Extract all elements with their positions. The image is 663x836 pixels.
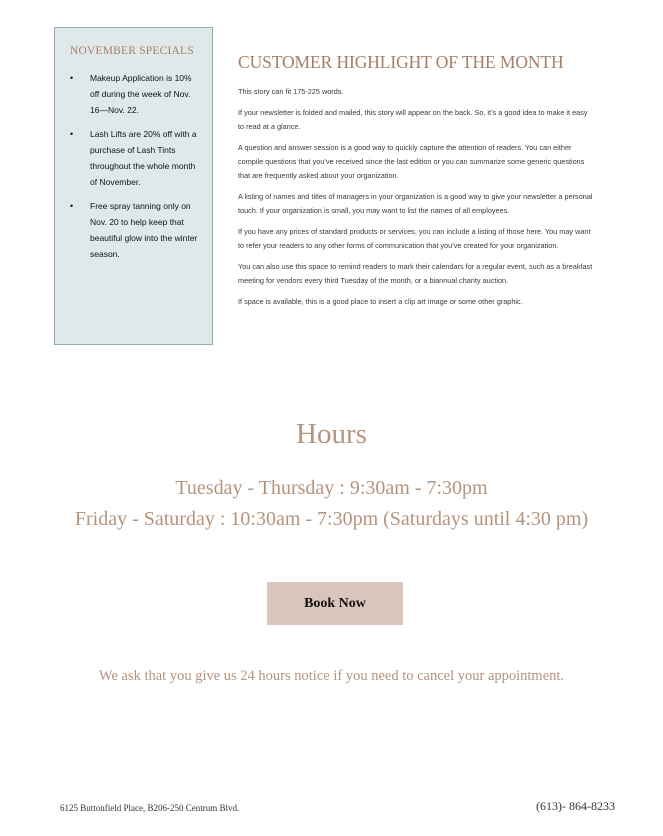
article-paragraph: If space is available, this is a good place to insert a clip art image or some other graphic.: [238, 297, 523, 306]
bullet-icon: •: [70, 129, 74, 139]
specials-title: NOVEMBER SPECIALS: [70, 45, 194, 57]
footer-phone: (613)- 864-8233: [536, 799, 615, 813]
article-paragraph: This story can fit 175-225 words.: [238, 87, 344, 96]
november-specials-box: [54, 27, 213, 345]
hours-weekday-line: Tuesday - Thursday : 9:30am - 7:30pm: [175, 477, 488, 499]
specials-item-text: Makeup Application is 10% off during the week of Nov. 16—Nov. 22.: [90, 73, 192, 115]
bullet-icon: •: [70, 201, 74, 211]
bullet-icon: •: [70, 73, 74, 83]
hours-weekend-line: Friday - Saturday : 10:30am - 7:30pm (Saturdays until 4:30 pm): [74, 508, 589, 530]
specials-item-text: Free spray tanning only on Nov. 20 to help keep that beautiful glow into the winter season.: [90, 201, 198, 259]
article-paragraph: If your newsletter is folded and mailed, this story will appear on the back. So, it’s a good idea to make it easy to read at a glance.: [238, 108, 588, 131]
article-paragraph: A listing of names and titles of managers in your organization is a good way to give your newsletter a personal touch. If your organization is small, you may want to list the names of all employees.: [238, 192, 593, 215]
book-now-button[interactable]: Book Now: [267, 582, 403, 625]
cancellation-notice: We ask that you give us 24 hours notice if you need to cancel your appointment.: [98, 668, 565, 684]
article-paragraph: A question and answer session is a good way to quickly capture the attention of readers. You can either compile questions that you’ve received since the last edition or you can summarize some generic questions that are frequently asked about your organization.: [238, 143, 585, 180]
specials-item-text: Lash Lifts are 20% off with a purchase of Lash Tints throughout the whole month of November.: [90, 129, 197, 187]
article-paragraph: You can also use this space to remind readers to mark their calendars for a regular event, such as a breakfast meeting for vendors every third Tuesday of the month, or a biannual charity auction.: [238, 262, 593, 285]
footer-address: 6125 Buttonfield Place, B206-250 Centrum Blvd.: [60, 803, 240, 813]
customer-highlight-article: [238, 52, 594, 316]
hours-heading: Hours: [296, 418, 367, 450]
article-title: CUSTOMER HIGHLIGHT OF THE MONTH: [238, 52, 564, 72]
article-paragraph: If you have any prices of standard products or services, you can include a listing of those here. You may want to refer your readers to any other forms of communication that you’ve created for your organization.: [238, 227, 591, 250]
